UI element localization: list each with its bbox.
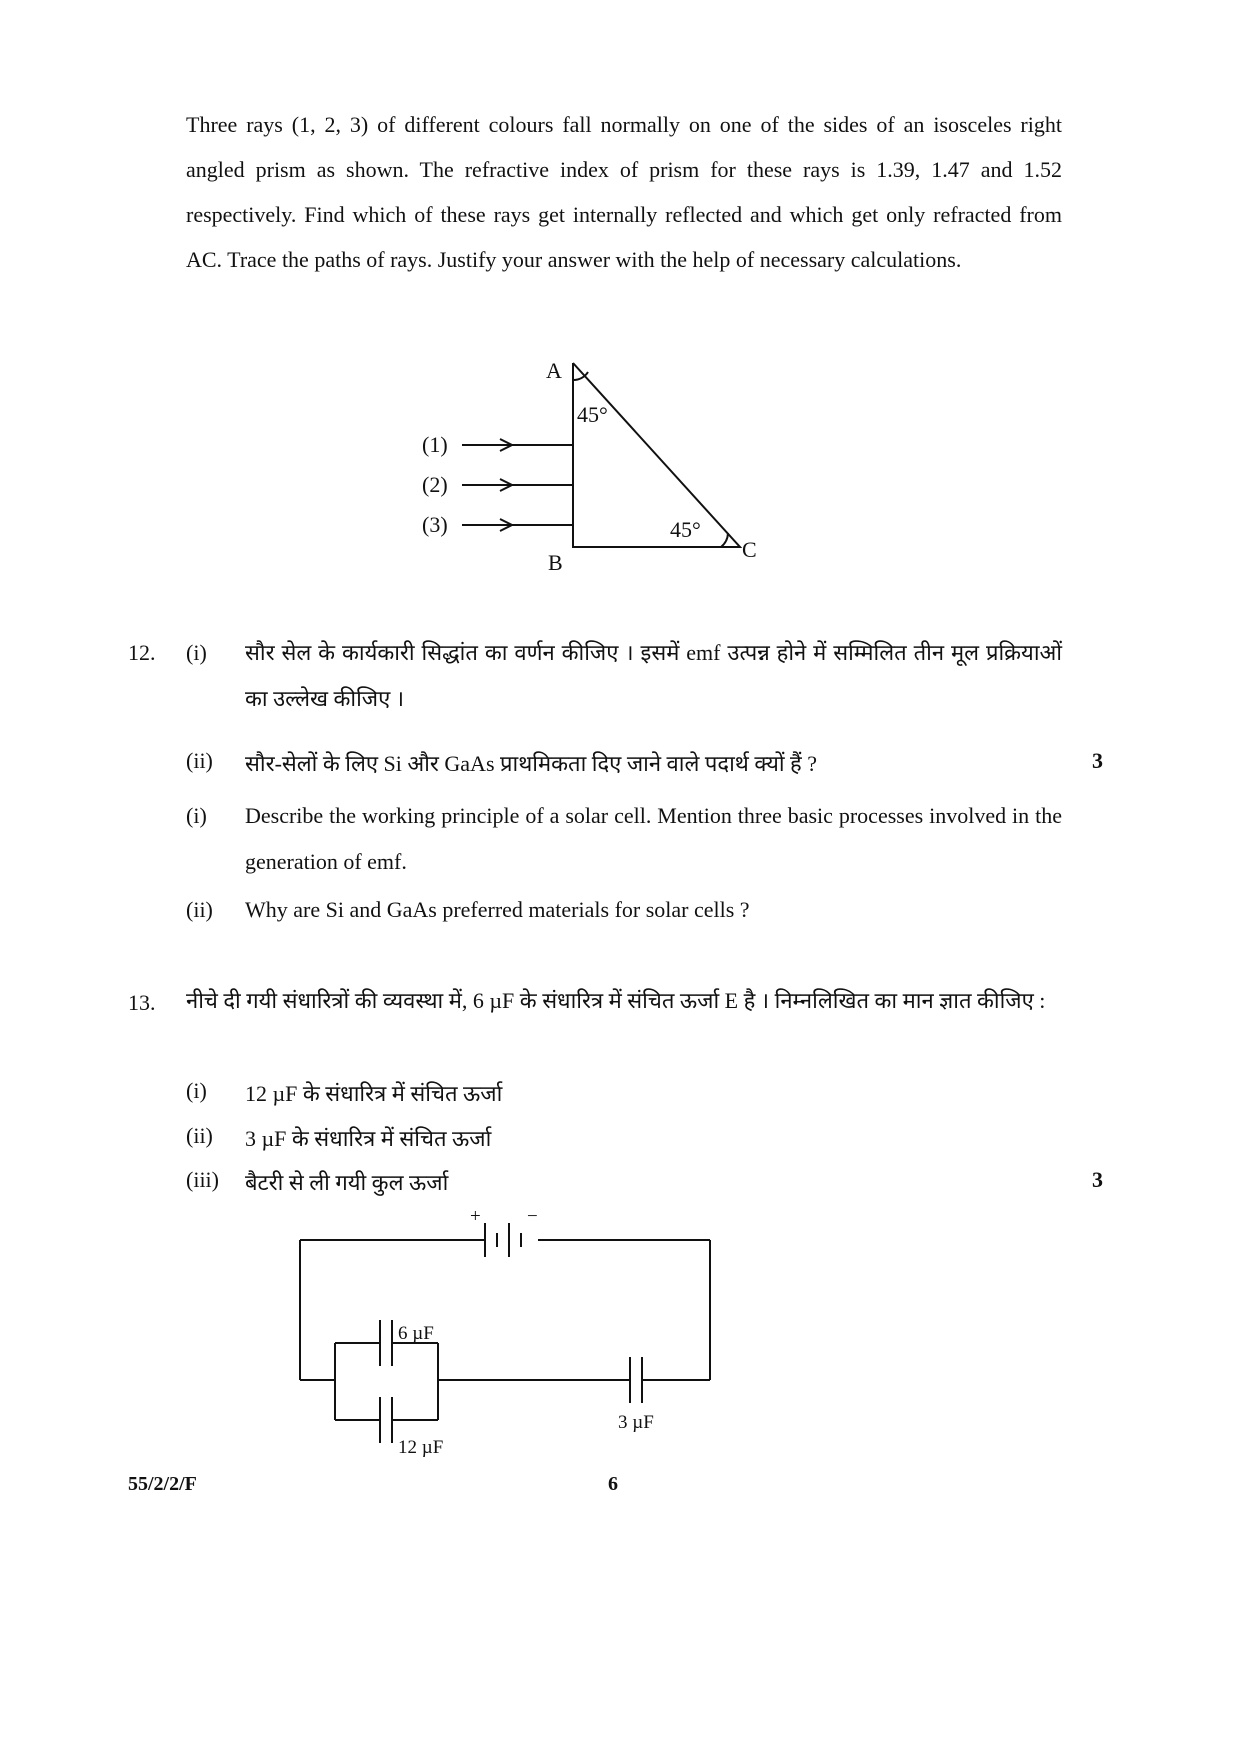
- prism-figure: [400, 360, 800, 575]
- cap-3uf-label: 3 µF: [618, 1412, 654, 1433]
- vertex-a-label: A: [546, 360, 562, 383]
- q12-marks: 3: [1092, 748, 1103, 773]
- q12-hi-i-label: (i): [186, 640, 207, 665]
- q12-hi-ii-text: सौर-सेलों के लिए Si और GaAs प्राथमिकता दिए जाने वाले पदार्थ क्यों हैं ?: [245, 751, 818, 776]
- q13-iii-text: बैटरी से ली गयी कुल ऊर्जा: [245, 1170, 449, 1195]
- q12-hi-ii-label: (ii): [186, 748, 213, 773]
- q12-en-i-text: Describe the working principle of a solar cell. Mention three basic processes involved in the generation of emf.: [245, 803, 1062, 874]
- page-number: 6: [608, 1473, 618, 1495]
- angle-arc-c: [721, 533, 728, 547]
- ray-2-label: (2): [422, 472, 448, 497]
- q13-intro: नीचे दी गयी संधारित्रों की व्यवस्था में, 6 µF के संधारित्र में संचित ऊर्जा E है । निम्नलिखित का मान ज्ञात कीजिए :: [186, 988, 1046, 1013]
- cap-12uf-label: 12 µF: [398, 1437, 444, 1458]
- q12-en-ii-text: Why are Si and GaAs preferred materials for solar cells ?: [245, 897, 750, 922]
- q13-number: 13.: [128, 990, 156, 1015]
- angle-a-label: 45°: [577, 402, 608, 427]
- vertex-c-label: C: [742, 537, 757, 562]
- q11-text: Three rays (1, 2, 3) of different colours fall normally on one of the sides of an isosceles right angled prism as shown. The refractive index of prism for these rays is 1.39, 1.47 and 1.52 respectively. Find which of these rays get internally reflected and which get only refracted from AC. Trace the paths of rays. Justify your answer with the help of necessary calculations.: [186, 112, 1062, 272]
- q13-ii-label: (ii): [186, 1123, 213, 1148]
- q13-ii-text: 3 µF के संधारित्र में संचित ऊर्जा: [245, 1126, 492, 1151]
- paper-code: 55/2/2/F: [128, 1473, 197, 1495]
- q12-en-ii-label: (ii): [186, 897, 213, 922]
- battery-plus: +: [470, 1206, 481, 1227]
- capacitor-circuit: [290, 1205, 730, 1460]
- q13-i-label: (i): [186, 1078, 207, 1103]
- q13-i-text: 12 µF के संधारित्र में संचित ऊर्जा: [245, 1081, 503, 1106]
- cap-6uf-label: 6 µF: [398, 1323, 434, 1344]
- angle-arc-a: [573, 372, 588, 380]
- q12-en-i-label: (i): [186, 803, 207, 828]
- battery-minus: −: [527, 1206, 538, 1227]
- q13-iii-label: (iii): [186, 1167, 219, 1192]
- vertex-b-label: B: [548, 550, 563, 575]
- prism-outline: [573, 363, 740, 547]
- angle-c-label: 45°: [670, 517, 701, 542]
- q13-marks: 3: [1092, 1167, 1103, 1192]
- q12-number: 12.: [128, 640, 156, 665]
- q12-hi-i-text: सौर सेल के कार्यकारी सिद्धांत का वर्णन कीजिए । इसमें emf उत्पन्न होने में सम्मिलित तीन मूल प्रक्रियाओं का उल्लेख कीजिए ।: [245, 640, 1062, 711]
- ray-1-label: (1): [422, 432, 448, 457]
- ray-3-label: (3): [422, 512, 448, 537]
